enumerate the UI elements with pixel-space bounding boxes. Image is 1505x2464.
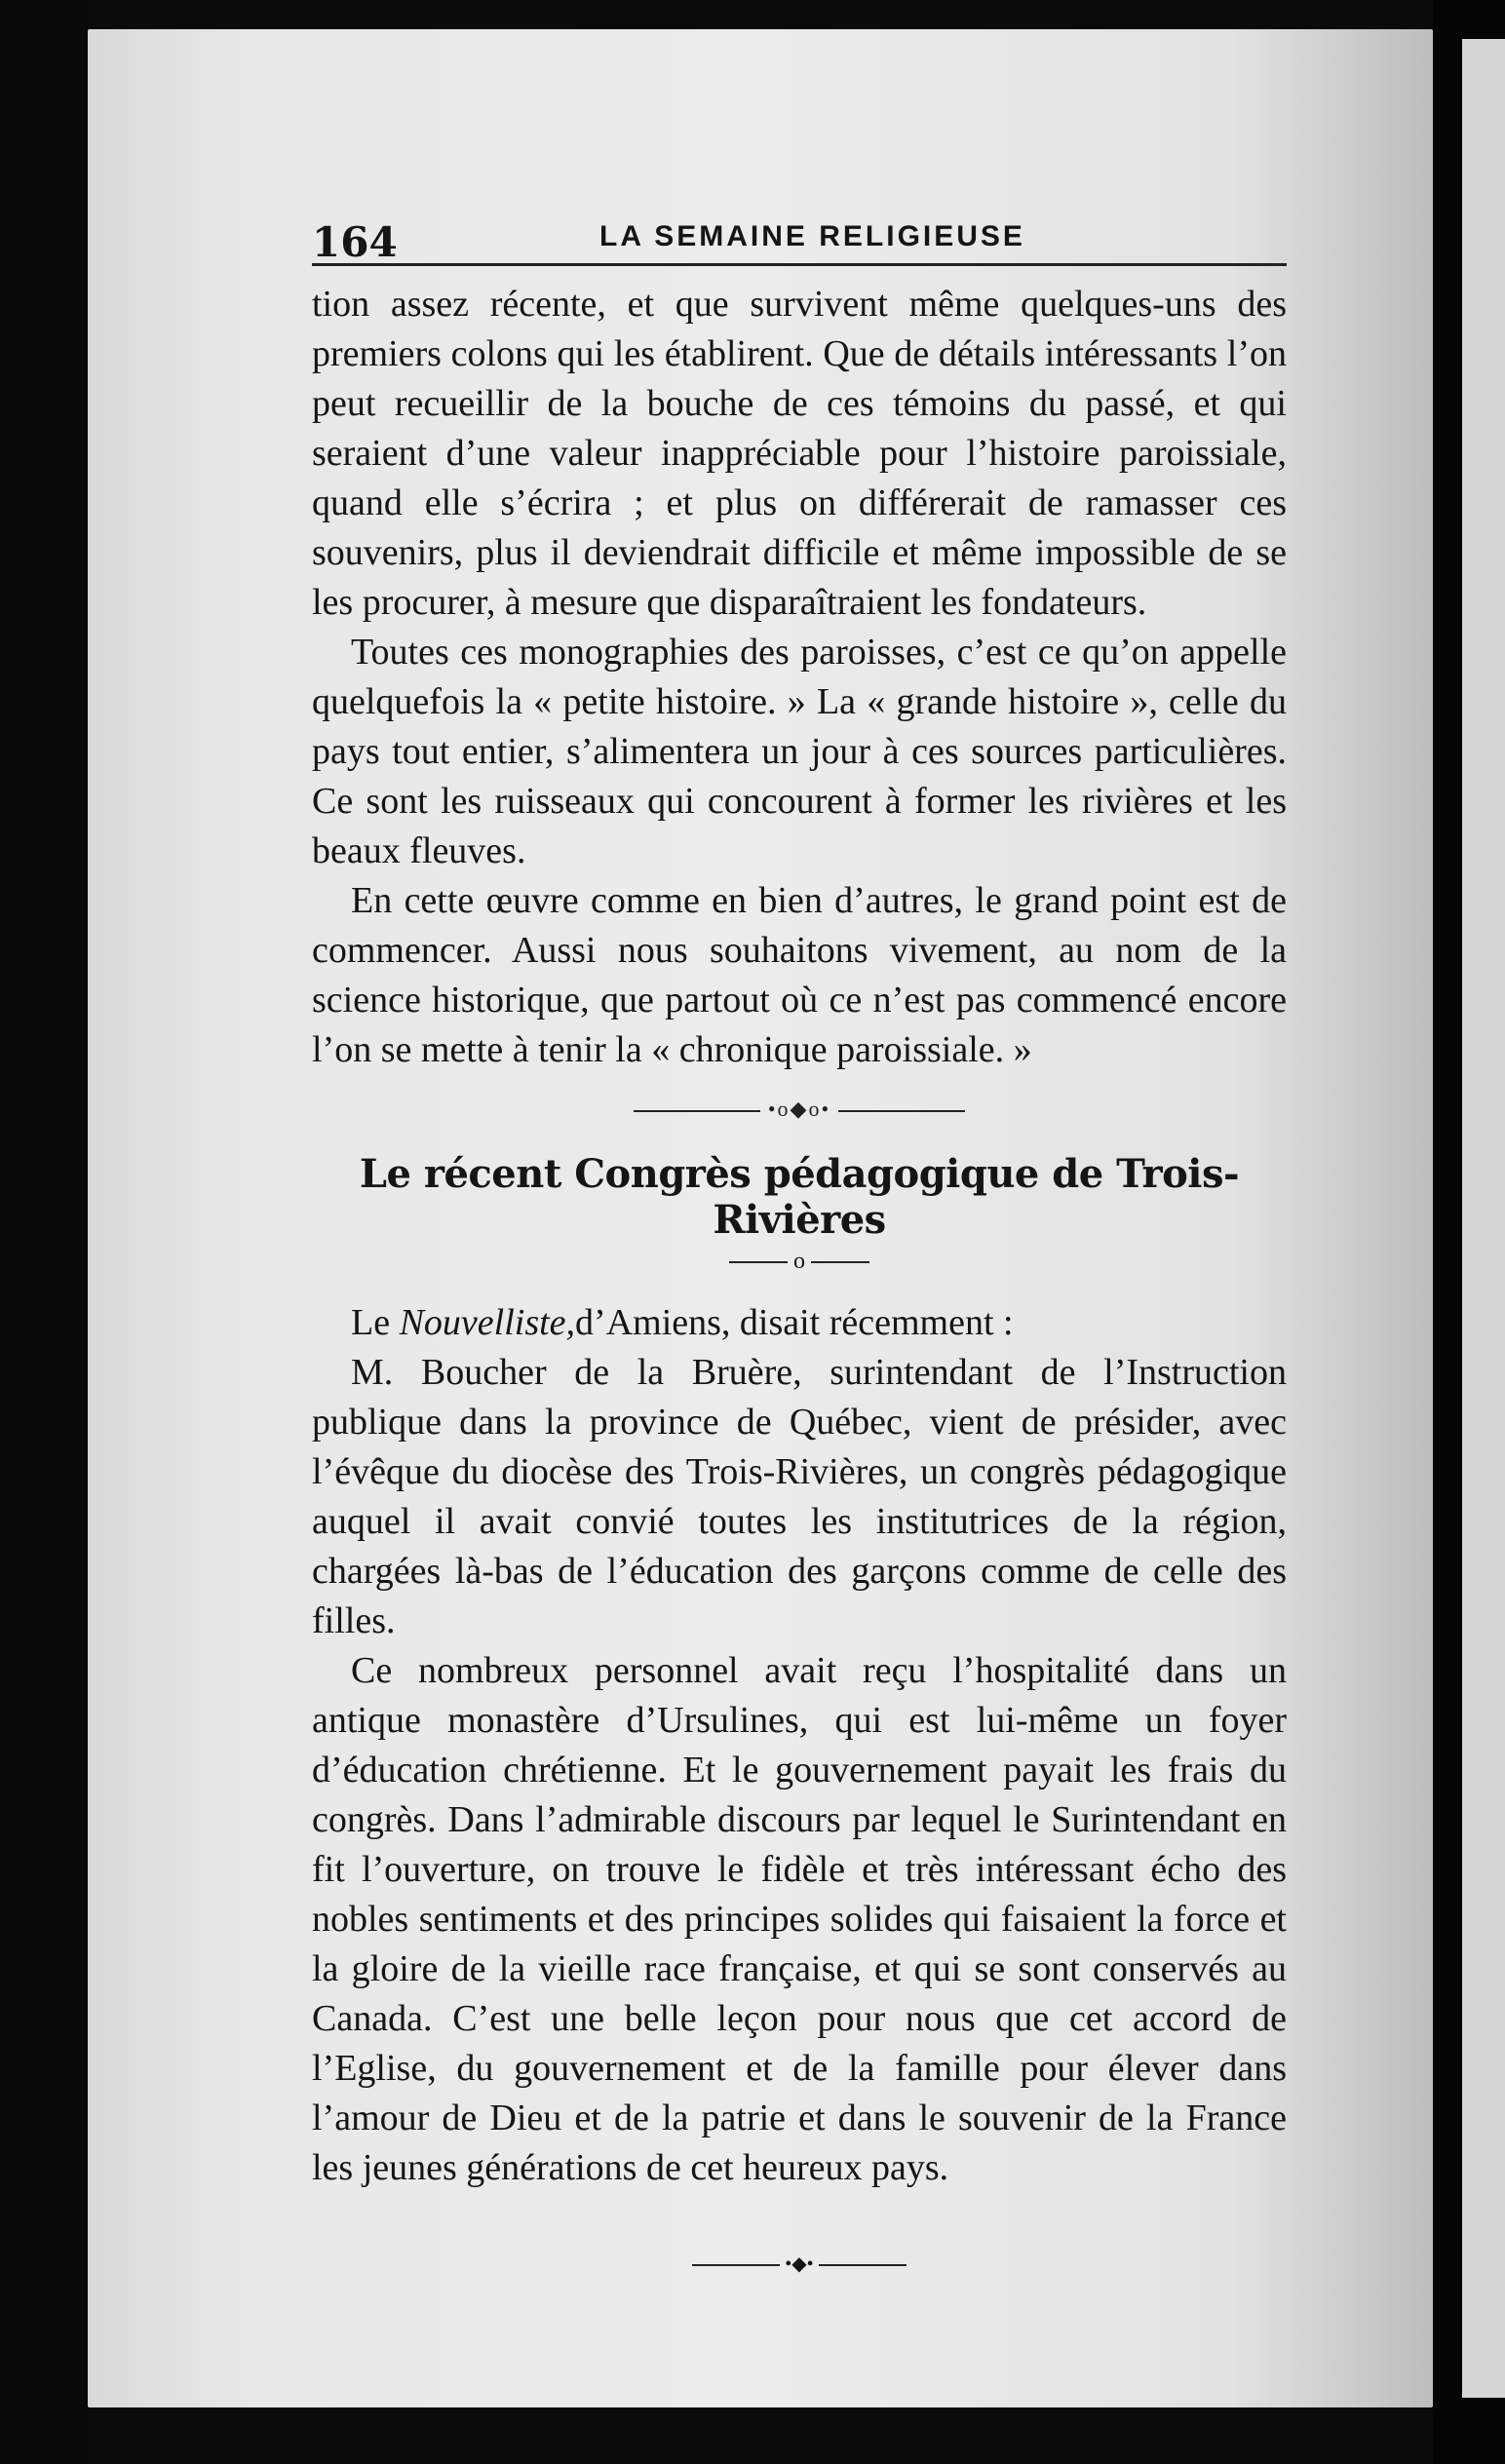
paragraph: tion assez récente, et que survivent même quelques-uns des premiers colons qui les établirent. Que de détails intéressants l’on peut recueillir de la bouche de ces témoins du passé, et qui seraient d’une valeur inappréciable pour l’histoire paroissiale, quand elle s’écrira ; et plus on différerait de ramasser ces souvenirs, plus il deviendrait difficile et même impossible de se les procurer, à mesure que disparaîtraient les fondateurs.: [312, 284, 1287, 623]
ornament-glyph: •◆•: [785, 2253, 814, 2275]
intro-prefix: Le: [351, 1302, 400, 1343]
ornament-rule: [692, 2264, 780, 2266]
scan-right-border: [1433, 0, 1505, 2464]
separator-ornament: o: [793, 1249, 805, 1274]
separator-rule: [811, 1261, 869, 1263]
separator-rule: [729, 1261, 788, 1263]
separator-rule: [838, 1110, 965, 1112]
article-intro: [312, 1298, 1287, 1348]
title-separator: [312, 1249, 1287, 1275]
page-content: [312, 195, 1287, 2276]
newspaper-name: Nouvelliste,: [399, 1302, 576, 1343]
paragraph: En cette œuvre comme en bien d’autres, le grand point est de commencer. Aussi nous souhaitons vivement, au nom de la science historique, que partout où ce n’est pas commencé encore l’on se mette à tenir la « chronique paroissiale. »: [312, 880, 1287, 1070]
page-number: 164: [312, 218, 398, 266]
scan-left-border: [0, 0, 88, 2464]
separator-ornament: •o◆o•: [767, 1097, 831, 1121]
continued-text: [312, 280, 1287, 1075]
paragraph: M. Boucher de la Bruère, surintendant de l’Instruction publique dans la province de Québec, vient de présider, avec l’évêque du diocèse des Trois-Rivières, un congrès pédagogique auquel il avait convié toutes les institutrices de la région, chargées là-bas de l’éducation des garçons comme de celle des filles.: [312, 1352, 1287, 1641]
adjacent-page-edge: [1462, 39, 1505, 2398]
journal-title: LA SEMAINE RELIGIEUSE: [599, 220, 1025, 252]
separator-rule: [634, 1110, 760, 1112]
article-body: [312, 1298, 1287, 2193]
paragraph: Ce nombreux personnel avait reçu l’hospitalité dans un antique monastère d’Ursulines, qui est lui-même un foyer d’éducation chrétienne. Et le gouvernement payait les frais du congrès. Dans l’admirable discours par lequel le Surintendant en fit l’ouverture, on trouve le fidèle et très intéressant écho des nobles sentiments et des principes solides qui faisaient la force et la gloire de la vieille race française, et qui se sont conservés au Canada. C’est une belle leçon pour nous que cet accord de l’Eglise, du gouvernement et de la famille pour élever dans l’amour de Dieu et de la patrie et dans le souvenir de la France les jeunes générations de cet heureux pays.: [312, 1650, 1287, 2188]
section-separator: [312, 1097, 1287, 1122]
running-head: [312, 195, 1287, 266]
ornament-rule: [819, 2264, 907, 2266]
article-title: Le récent Congrès pédagogique de Trois-Rivières: [359, 1151, 1240, 1243]
end-ornament: [312, 2252, 1287, 2276]
intro-suffix: d’Amiens, disait récemment :: [575, 1302, 1014, 1343]
paragraph: Toutes ces monographies des paroisses, c’est ce qu’on appelle quelquefois la « petite histoire. » La « grande histoire », celle du pays tout entier, s’alimentera un jour à ces sources particulières. Ce sont les ruisseaux qui concourent à former les rivières et les beaux fleuves.: [312, 632, 1287, 871]
